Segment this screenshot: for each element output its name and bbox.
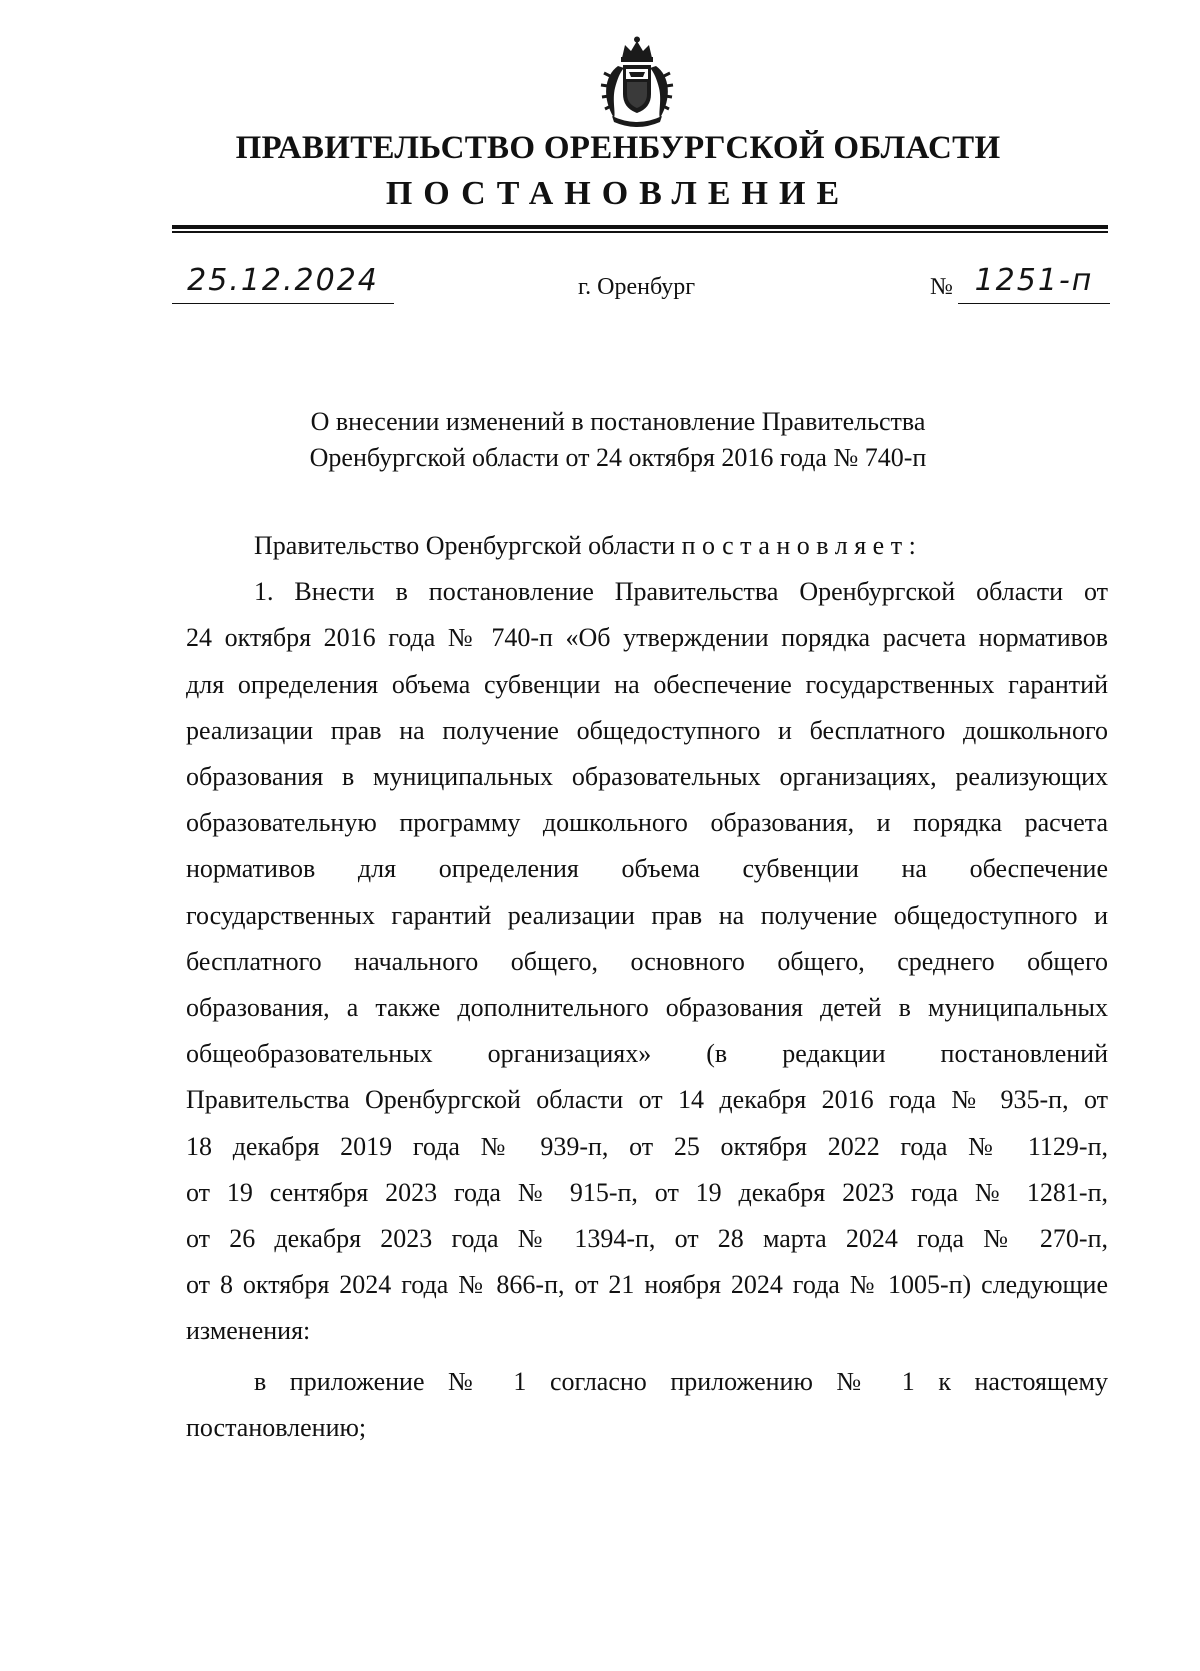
text-line: образования в муниципальных образовательных организациях, реализующих: [186, 762, 1108, 792]
subject-line: Оренбургской области от 24 октября 2016 года № 740-п: [309, 443, 927, 472]
text-line: 24 октября 2016 года № 740-п «Об утверждении порядка расчета нормативов: [186, 623, 1108, 653]
document-body: [186, 523, 1108, 1451]
text-line: образовательную программу дошкольного образования, и порядка расчета: [186, 808, 1108, 838]
organization-title: ПРАВИТЕЛЬСТВО ОРЕНБУРГСКОЙ ОБЛАСТИ: [235, 130, 1001, 166]
text-line: постановлению;: [186, 1412, 367, 1442]
text-line: бесплатного начального общего, основного общего, среднего общего: [186, 946, 1108, 976]
text-line: от 19 сентября 2023 года № 915-п, от 19 декабря 2023 года № 1281-п,: [186, 1177, 1108, 1207]
document-date: 25.12.2024: [172, 263, 394, 304]
text-line: для определения объема субвенции на обеспечение государственных гарантий: [186, 669, 1108, 699]
header-divider-thin: [172, 231, 1108, 233]
preamble-verb: постановляет:: [681, 531, 923, 560]
text-line: от 26 декабря 2023 года № 1394-п, от 28 марта 2024 года № 270-п,: [186, 1224, 1108, 1254]
document-subject: [0, 404, 1200, 476]
document-number: 1251-п: [958, 263, 1110, 304]
coat-of-arms-icon: [598, 36, 676, 128]
text-line: 18 декабря 2019 года № 939-п, от 25 октября 2022 года № 1129-п,: [186, 1131, 1108, 1161]
text-line: в приложение № 1 согласно приложению № 1 к настоящему: [254, 1366, 1108, 1396]
text-line: Правительства Оренбургской области от 14 декабря 2016 года № 935-п, от: [186, 1085, 1108, 1115]
text-line: реализации прав на получение общедоступного и бесплатного дошкольного: [186, 715, 1108, 745]
text-line: государственных гарантий реализации прав на получение общедоступного и: [186, 900, 1108, 930]
text-line: 1. Внести в постановление Правительства Оренбургской области от: [254, 577, 1108, 607]
paragraph-item-1a: [186, 1359, 1108, 1451]
header-divider-thick: [172, 225, 1108, 229]
text-line: изменения:: [186, 1316, 311, 1346]
text-line: образования, а также дополнительного образования детей в муниципальных: [186, 993, 1108, 1023]
preamble-lead: Правительство Оренбургской области: [254, 531, 682, 560]
document-type-title: ПОСТАНОВЛЕНИЕ: [385, 175, 851, 212]
text-line: нормативов для определения объема субвенции на обеспечение: [186, 854, 1108, 884]
subject-line: О внесении изменений в постановление Правительства: [310, 407, 926, 436]
text-line: от 8 октября 2024 года № 866-п, от 21 ноября 2024 года № 1005-п) следующие: [186, 1270, 1108, 1300]
text-line: общеобразовательных организациях» (в редакции постановлений: [186, 1039, 1108, 1069]
document-number-label: №: [930, 274, 953, 300]
paragraph-item-1: [186, 569, 1108, 1354]
preamble: [186, 523, 1108, 569]
document-city: г. Оренбург: [578, 274, 696, 300]
